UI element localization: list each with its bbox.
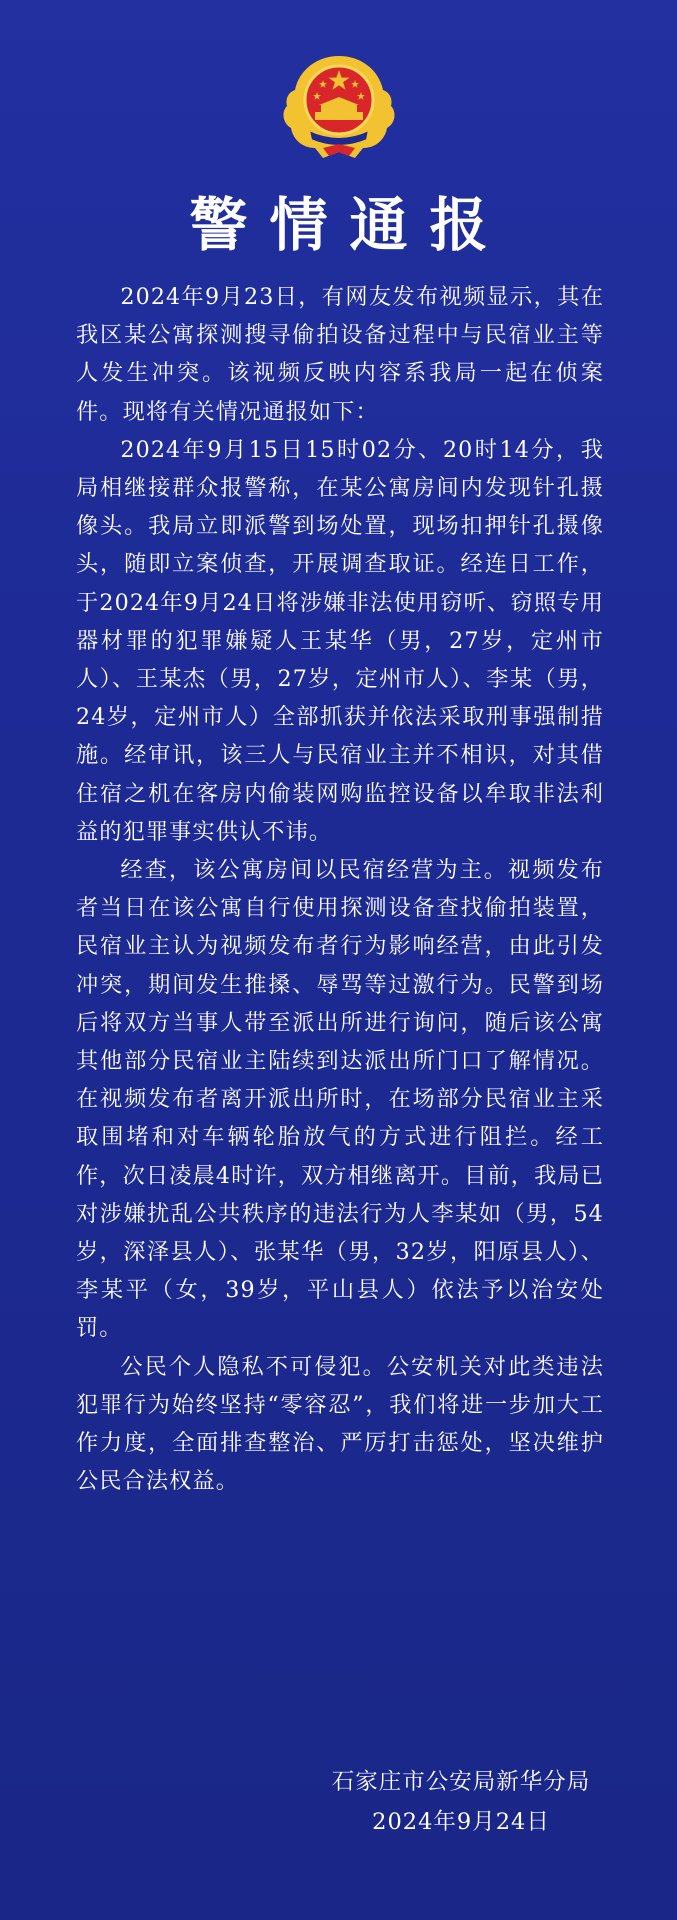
signature-block (331, 1762, 591, 1842)
notice-paragraph-1: 2024年9月23日，有网友发布视频显示，其在我区某公寓探测搜寻偷拍设备过程中与民宿业主等人发生冲突。该视频反映内容系我局一起在侦案件。现将有关情况通报如下： (76, 284, 604, 425)
issue-date: 2024年9月24日 (372, 1809, 550, 1835)
notice-paragraph-2: 2024年9月15日15时02分、20时14分，我局相继接群众报警称，在某公寓房间内发现针孔摄像头。我局立即派警到场处置，现场扣押针孔摄像头，随即立案侦查，开展调查取证。经连日工作，于2024年9月24日将涉嫌非法使用窃听、窃照专用器材罪的犯罪嫌疑人王某华（男，27岁，定州市人）、王某杰（男，27岁，定州市人）、李某（男，24岁，定州市人）全部抓获并依法采取刑事强制措施。经审讯，该三人与民宿业主并不相识，对其借住宿之机在客房内偷装网购监控设备以牟取非法利益的犯罪事实供认不讳。 (76, 436, 604, 845)
notice-body (76, 278, 604, 1501)
police-emblem-icon (279, 52, 399, 164)
notice-title: 警情通报 (189, 191, 510, 259)
notice-paragraph-4: 公民个人隐私不可侵犯。公安机关对此类违法犯罪行为始终坚持“零容忍”，我们将进一步加大工作力度，全面排查整治、严厉打击惩处，坚决维护公民合法权益。 (76, 1353, 604, 1495)
issuing-organization: 石家庄市公安局新华分局 (331, 1769, 591, 1795)
emblem-container (0, 52, 677, 164)
notice-paragraph-3: 经查，该公寓房间以民宿经营为主。视频发布者当日在该公寓自行使用探测设备查找偷拍装置，民宿业主认为视频发布者行为影响经营，由此引发冲突，期间发生推搡、辱骂等过激行为。民警到场后将双方当事人带至派出所进行询问，随后该公寓其他部分民宿业主陆续到达派出所门口了解情况。在视频发布者离开派出所时，在场部分民宿业主采取围堵和对车辆轮胎放气的方式进行阻拦。经工作，次日凌晨4时许，双方相继离开。目前，我局已对涉嫌扰乱公共秩序的违法行为人李某如（男，54岁，深泽县人）、张某华（男，32岁，阳原县人）、李某平（女，39岁，平山县人）依法予以治安处罚。 (76, 857, 604, 1342)
